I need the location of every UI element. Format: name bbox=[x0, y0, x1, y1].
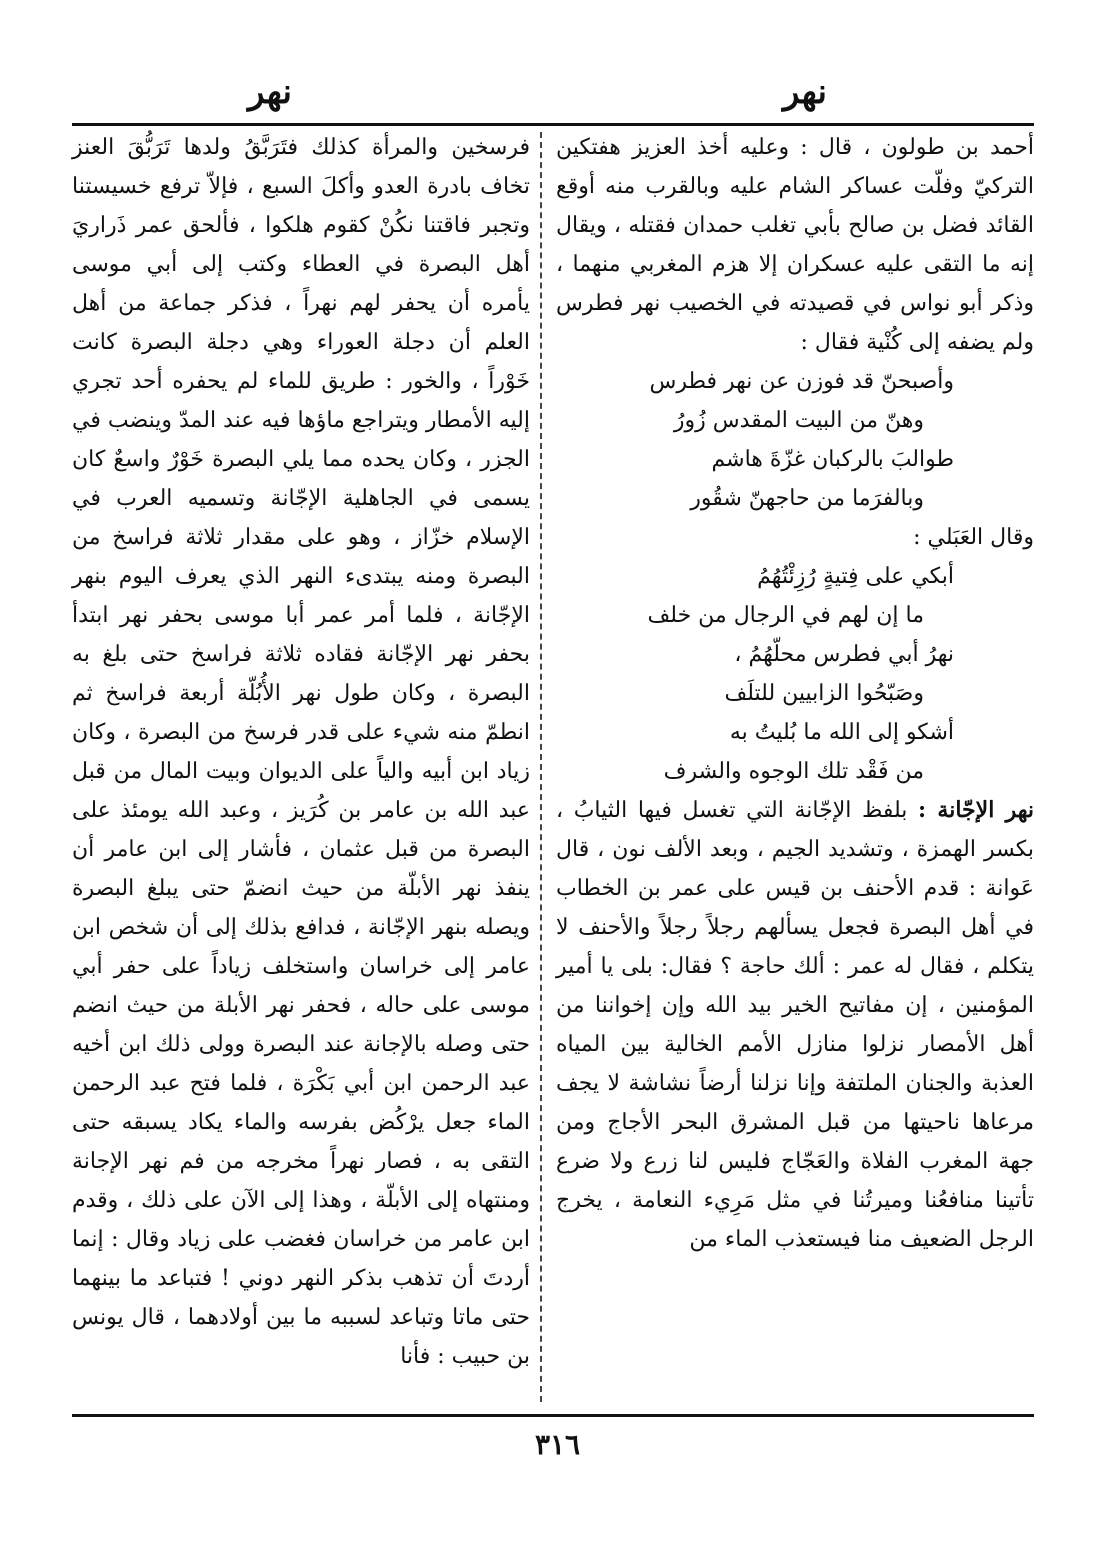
running-header-left: نهر bbox=[248, 72, 292, 112]
entry-nahr-al-ijjana bbox=[556, 791, 1034, 1259]
verse-5-hemistich-a: أشكو إلى الله ما بُليتُ به bbox=[729, 720, 954, 745]
entry-title: نهر الإجّانة : bbox=[918, 797, 1034, 823]
column-divider bbox=[540, 132, 542, 1402]
verse-2-hemistich-b: وبالفرَما من حاجهنّ شقُور bbox=[690, 486, 924, 511]
verse-4-hemistich-b: وصَبّحُوا الزابيين للتلَف bbox=[724, 681, 924, 706]
entry-body: بلفظ الإجّانة التي تغسل فيها الثيابُ ، بكسر الهمزة ، وتشديد الجيم ، وبعد الألف نون ، قال عَوانة : قدم الأحنف بن قيس على عمر بن الخطاب في أهل البصرة فجعل يسألهم رجلاً رجلاً والأحنف لا يتكلم ، فقال له عمر : ألك حاجة ؟ فقال: بلى يا أمير المؤمنين ، إن مفاتيح الخير بيد الله وإن إخواننا من أهل الأمصار نزلوا منازل الأمم الخالية بين المياه العذبة والجنان الملتفة وإنا نزلنا أرضاً نشاشة لا يجف مرعاها ناحيتها من قبل المشرق البحر الأجاج ومن جهة المغرب الفلاة والعَجّاج فليس لنا زرع ولا ضرع تأتينا منافعُنا وميرتُنا في مثل مَرِيء النعامة ، يخرج الرجل الضعيف منا فيستعذب الماء من bbox=[556, 798, 1034, 1252]
right-column bbox=[556, 128, 1034, 1259]
verse-3-hemistich-a: أبكي على فِتيةٍ رُزِئْتُهُمُ bbox=[757, 564, 954, 589]
verse-4-hemistich-a: نهرُ أبي فطرس محلّهُمُ ، bbox=[734, 642, 954, 667]
verse-2 bbox=[556, 440, 1034, 518]
right-paragraph-2: وقال العَبَلي : bbox=[913, 525, 1034, 550]
verse-5-hemistich-b: من فَقْد تلك الوجوه والشرف bbox=[663, 759, 924, 784]
bottom-rule bbox=[72, 1414, 1034, 1417]
left-column bbox=[72, 128, 530, 1376]
verse-1 bbox=[556, 362, 1034, 440]
running-header-right: نهر bbox=[783, 72, 827, 112]
left-paragraph-1: فرسخين والمرأة كذلك فتَرَبَّقُ ولدها تَرَبُّقَ العنز تخاف بادرة العدو وأكلَ السبع ، فإلاّ ترفع خسيستنا وتجبر فاقتنا نكُنْ كقوم هلكوا ، فألحق عمر ذَراريَ أهل البصرة في العطاء وكتب إلى أبي موسى يأمره أن يحفر لهم نهراً ، فذكر جماعة من أهل العلم أن دجلة العوراء وهي دجلة البصرة كانت خَوْراً ، والخور : طريق للماء لم يحفره أحد تجري إليه الأمطار ويتراجع ماؤها فيه عند المدّ وينضب في الجزر ، وكان يحده مما يلي البصرة خَوْرٌ واسعٌ كان يسمى في الجاهلية الإجّانة وتسميه العرب في الإسلام خزّاز ، وهو على مقدار ثلاثة فراسخ من البصرة ومنه يبتدىء النهر الذي يعرف اليوم بنهر الإجّانة ، فلما أمر عمر أبا موسى بحفر نهر ابتدأ بحفر نهر الإجّانة فقاده ثلاثة فراسخ حتى بلغ به البصرة ، وكان طول نهر الأُبُلّة أربعة فراسخ ثم انطمّ منه شيء على قدر فرسخ من البصرة ، وكان زياد ابن أبيه والياً على الديوان وبيت المال من قبل عبد الله بن عامر بن كُرَيز ، وعبد الله يومئذ على البصرة من قبل عثمان ، فأشار إلى ابن عامر أن ينفذ نهر الأبلّة من حيث انضمّ حتى يبلغ البصرة ويصله بنهر الإجّانة ، فدافع بذلك إلى أن شخص ابن عامر إلى خراسان واستخلف زياداً على حفر أبي موسى على حاله ، فحفر نهر الأبلة من حيث انضم حتى وصله بالإجانة عند البصرة وولى ذلك ابن أخيه عبد الرحمن ابن أبي بَكْرَة ، فلما فتح عبد الرحمن الماء جعل يرْكُض بفرسه والماء يكاد يسبقه حتى التقى به ، فصار نهراً مخرجه من فم نهر الإجانة ومنتهاه إلى الأبلّة ، وهذا إلى الآن على ذلك ، وقدم ابن عامر من خراسان فغضب على زياد وقال : إنما أردتَ أن تذهب بذكر النهر دوني ! فتباعد ما بينهما حتى ماتا وتباعد لسببه ما بين أولادهما ، قال يونس بن حبيب : فأنا bbox=[72, 135, 531, 1369]
verse-5 bbox=[556, 713, 1034, 791]
verse-3-hemistich-b: ما إن لهم في الرجال من خلف bbox=[647, 603, 924, 628]
top-rule bbox=[72, 123, 1034, 126]
verse-4 bbox=[556, 635, 1034, 713]
verse-1-hemistich-a: وأصبحنّ قد فوزن عن نهر فطرس bbox=[649, 369, 954, 394]
verse-1-hemistich-b: وهنّ من البيت المقدس زُورُ bbox=[673, 408, 924, 433]
page-number: ٣١٦ bbox=[534, 1428, 581, 1461]
verse-2-hemistich-a: طوالبَ بالركبان غزّةَ هاشم bbox=[711, 447, 954, 472]
verse-3 bbox=[556, 557, 1034, 635]
right-paragraph-1: أحمد بن طولون ، قال : وعليه أخذ العزيز هفتكين التركيّ وفلّت عساكر الشام عليه وبالقرب منه أوقع القائد فضل بن صالح بأبي تغلب حمدان فقتله ، ويقال إنه ما التقى عليه عسكران إلا هزم المغربي منهما ، وذكر أبو نواس في قصيدته في الخصيب نهر فطرس ولم يضفه إلى كُنْية فقال : bbox=[556, 135, 1034, 355]
